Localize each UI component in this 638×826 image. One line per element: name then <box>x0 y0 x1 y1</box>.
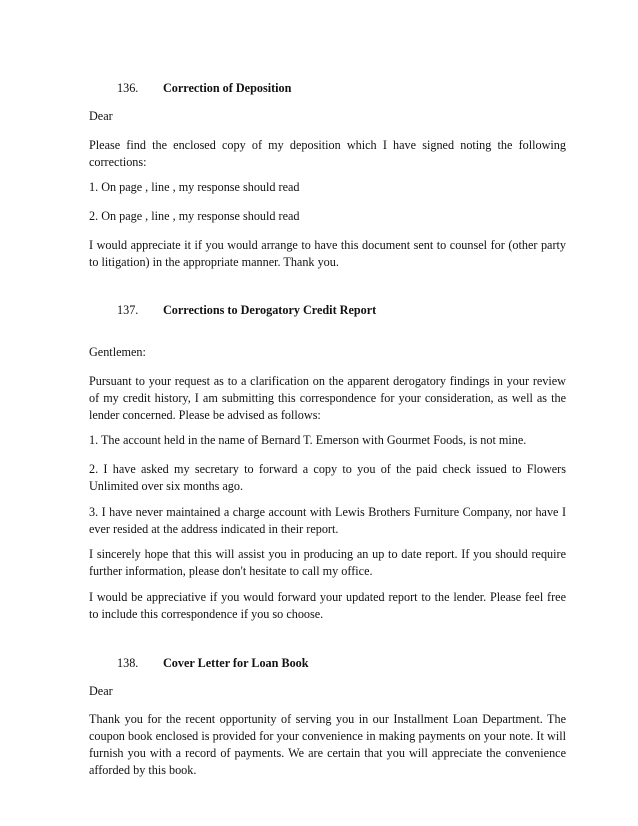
paragraph: I would appreciate it if you would arrange to have this document sent to counsel for (other party to litigation) in the appropriate manner. Thank you. <box>89 238 566 269</box>
salutation: Dear <box>89 109 113 123</box>
paragraph: I would be appreciative if you would forward your updated report to the lender. Please feel free to include this correspondence if you so choose. <box>89 590 566 621</box>
list-item: 2. I have asked my secretary to forward a copy to you of the paid check issued to Flowers Unlimited over six months ago. <box>89 462 566 493</box>
paragraph: Please find the enclosed copy of my deposition which I have signed noting the following corrections: <box>89 138 566 169</box>
paragraph: Pursuant to your request as to a clarification on the apparent derogatory findings in your review of my credit history, I am submitting this correspondence for your consideration, as well as the lender concerned. Please be advised as follows: <box>89 374 566 422</box>
correction-item: 2. On page , line , my response should read <box>89 209 300 223</box>
salutation: Gentlemen: <box>89 345 146 359</box>
section-title: Correction of Deposition <box>163 81 292 95</box>
list-item: 3. I have never maintained a charge account with Lewis Brothers Furniture Company, nor have I ever resided at the address indicated in their report. <box>89 505 566 536</box>
section-title: Cover Letter for Loan Book <box>163 656 309 670</box>
correction-item: 1. On page , line , my response should read <box>89 180 300 194</box>
list-item: 1. The account held in the name of Bernard T. Emerson with Gourmet Foods, is not mine. <box>89 433 527 447</box>
section-number: 137. <box>117 303 139 317</box>
section-title: Corrections to Derogatory Credit Report <box>163 303 377 317</box>
paragraph: Thank you for the recent opportunity of serving you in our Installment Loan Department. The coupon book enclosed is provided for your convenience in making payments on your note. It will furnish you with a record of payments. We are certain that you will appreciate the convenience afforded by this book. <box>89 712 566 777</box>
paragraph: I sincerely hope that this will assist you in producing an up to date report. If you should require further information, please don't hesitate to call my office. <box>89 547 566 578</box>
section-number: 136. <box>117 81 139 95</box>
section-number: 138. <box>117 656 139 670</box>
salutation: Dear <box>89 684 113 698</box>
